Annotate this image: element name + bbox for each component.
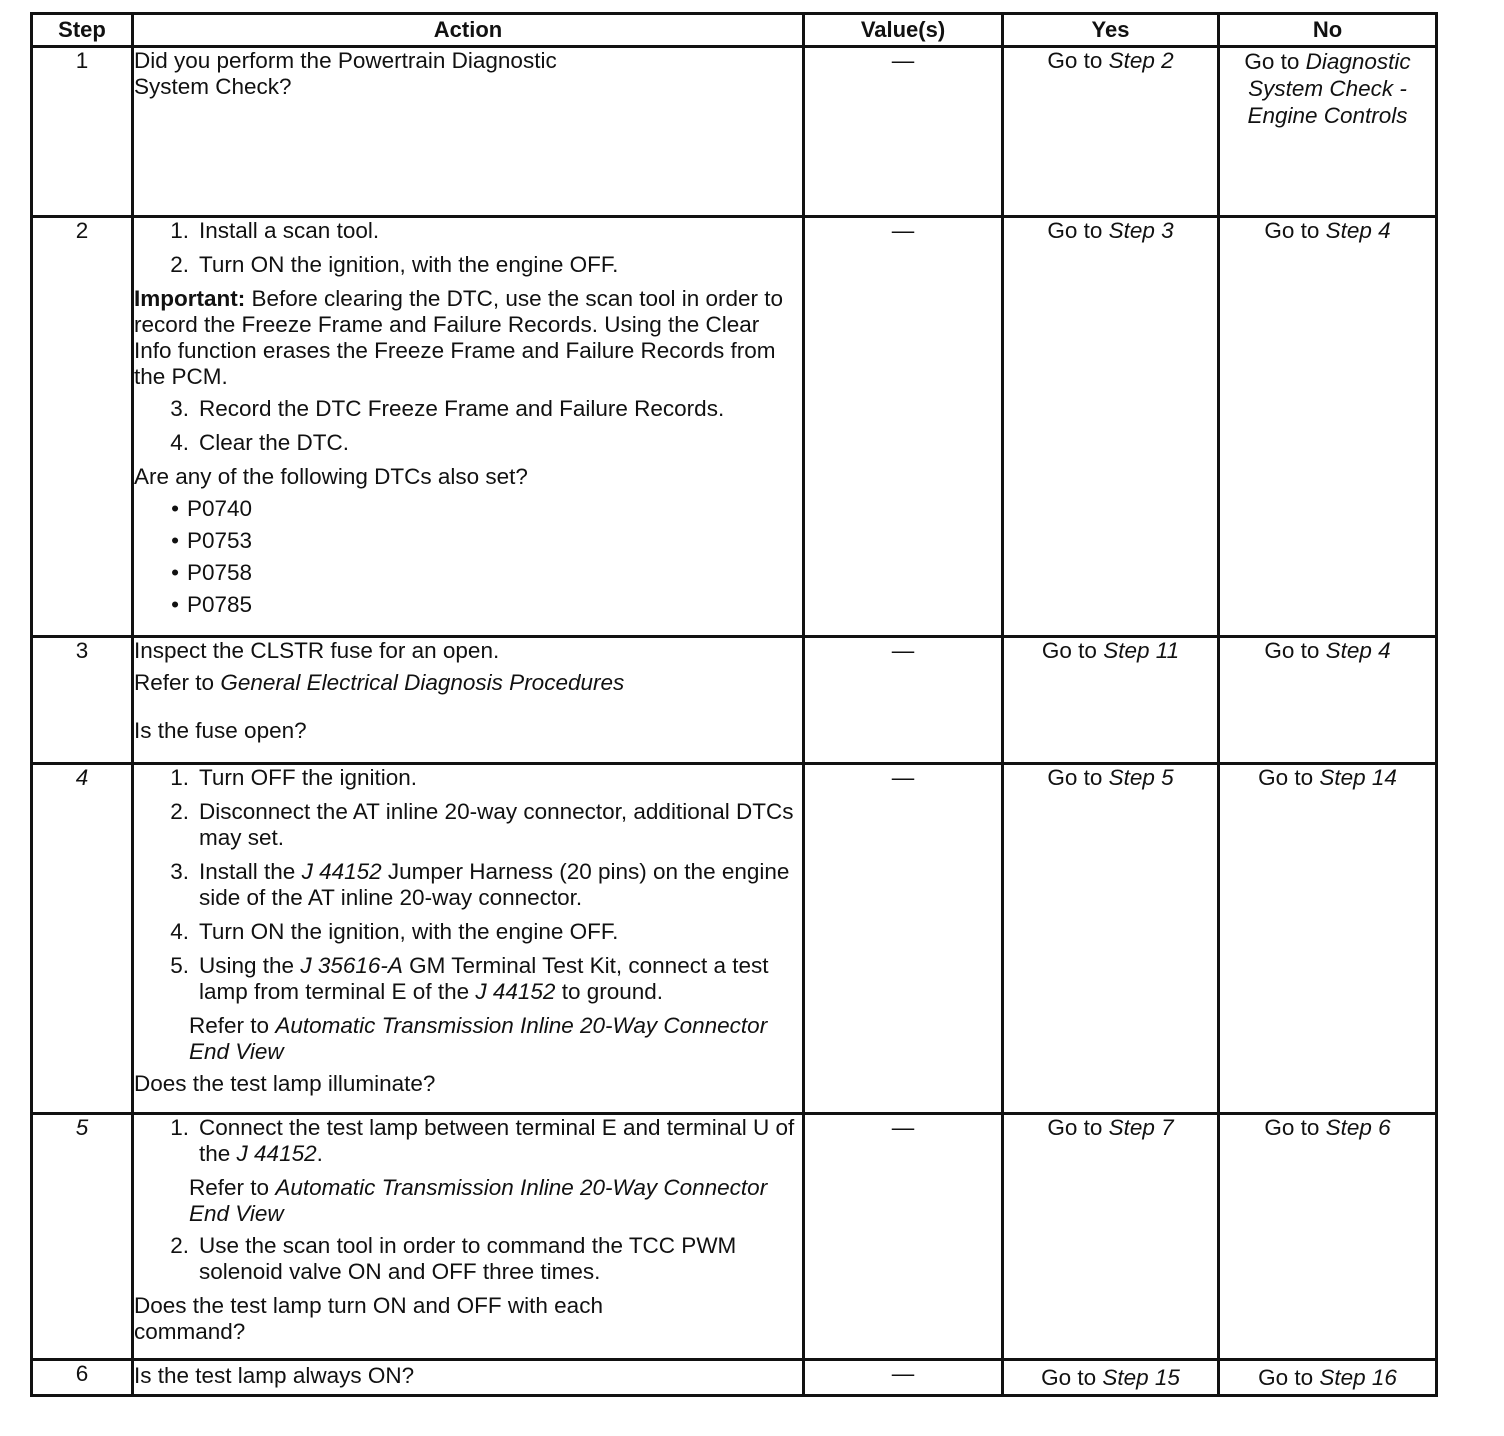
no-cell [1219,47,1437,217]
no-cell: Go to Step 4 [1219,637,1437,764]
go-to-label: Go to [1244,49,1300,74]
yes-cell [1003,47,1219,217]
value-cell: — [804,1114,1003,1360]
yes-step-ref: Step 11 [1103,638,1180,663]
yes-step-ref: Step 2 [1108,48,1174,73]
refer-line: Refer to General Electrical Diagnosis Procedures [134,670,625,695]
refer-line: Refer to Automatic Transmission Inline 20-Way Connector End View [189,1175,768,1226]
table-row-step-2 [32,217,1437,637]
action-cell [133,637,804,764]
list-item: 3. Install the J 44152 Jumper Harness (20 pins) on the engine side of the AT inline 20-way connector. [170,859,790,910]
action-text: Did you perform the Powertrain Diagnostic System Check? [134,48,557,99]
step-number: 4 [32,764,133,1114]
list-item: 4. Clear the DTC. [170,430,350,455]
question-text: Is the test lamp always ON? [133,1360,804,1396]
value-cell: — [804,1360,1003,1396]
no-cell: Go to Step 4 [1219,217,1437,637]
table-row-step-1 [32,47,1437,217]
dtc-bullet: • P0753 [171,528,253,553]
yes-step-ref: Step 3 [1108,218,1174,243]
no-step-ref: Step 4 [1325,218,1391,243]
value-cell: — [804,764,1003,1114]
header-action: Action [133,14,804,47]
important-note: Important: Before clearing the DTC, use the scan tool in order to record the Freeze Frame and Failure Records. Using the Clear Info function erases the Freeze Frame and Failure Records from the PCM. [134,286,784,389]
list-item: 1. Install a scan tool. [170,218,380,243]
header-no: No [1219,14,1437,47]
value-cell: — [804,637,1003,764]
header-values: Value(s) [804,14,1003,47]
dtc-bullet: • P0758 [171,560,253,585]
diagnostic-table [30,12,1438,1397]
yes-step-ref: Step 5 [1108,765,1174,790]
list-item: 5. Using the J 35616-A GM Terminal Test Kit, connect a test lamp from terminal E of the J 44152 to ground. [170,953,769,1004]
list-item: 2. Use the scan tool in order to command the TCC PWM solenoid valve ON and OFF three times. [170,1233,737,1284]
yes-step-ref: Step 15 [1102,1364,1180,1390]
question-text: Is the fuse open? [134,718,307,743]
action-cell [133,764,804,1114]
yes-cell: Go to Step 7 [1003,1114,1219,1360]
step-number: 3 [32,637,133,764]
list-item: 3. Record the DTC Freeze Frame and Failure Records. [170,396,725,421]
no-step-ref: Step 4 [1325,638,1391,663]
action-cell [133,1114,804,1360]
no-cell: Go to Step 14 [1219,764,1437,1114]
no-cell: Go to Step 6 [1219,1114,1437,1360]
no-step-ref: Step 16 [1319,1364,1397,1390]
step-number: 2 [32,217,133,637]
go-to-label: Go to [1047,48,1103,73]
list-item: 1. Connect the test lamp between terminal E and terminal U of the J 44152. [170,1115,795,1166]
dtc-bullet: • P0740 [171,496,253,521]
question-text: Does the test lamp turn ON and OFF with each command? [134,1293,603,1344]
action-text: Inspect the CLSTR fuse for an open. [134,638,500,663]
step-number: 6 [32,1360,133,1396]
dtc-bullet: • P0785 [171,592,253,617]
yes-cell: Go to Step 11 [1003,637,1219,764]
refer-line: Refer to Automatic Transmission Inline 20-Way Connector End View [189,1013,768,1064]
yes-step-ref: Step 7 [1108,1115,1174,1140]
action-cell [133,47,804,217]
yes-cell: Go to Step 3 [1003,217,1219,637]
no-cell: Go to Step 16 [1219,1360,1437,1396]
header-step: Step [32,14,133,47]
yes-cell: Go to Step 5 [1003,764,1219,1114]
no-step-ref: Step 6 [1325,1115,1391,1140]
question-text: Are any of the following DTCs also set? [134,464,528,489]
list-item: 2. Turn ON the ignition, with the engine OFF. [170,252,619,277]
header-row [32,14,1437,47]
no-step-ref: Step 14 [1319,765,1397,790]
question-text: Does the test lamp illuminate? [134,1071,436,1096]
table-row-step-4 [32,764,1437,1114]
table-row-step-6 [32,1360,1437,1396]
step-number: 1 [32,47,133,217]
value-cell: — [804,217,1003,637]
step-number: 5 [32,1114,133,1360]
list-item: 2. Disconnect the AT inline 20-way connector, additional DTCs may set. [170,799,794,850]
yes-cell: Go to Step 15 [1003,1360,1219,1396]
table-row-step-3 [32,637,1437,764]
list-item: 1. Turn OFF the ignition. [170,765,418,790]
list-item: 4. Turn ON the ignition, with the engine OFF. [170,919,619,944]
header-yes: Yes [1003,14,1219,47]
value-cell: — [804,47,1003,217]
table-row-step-5 [32,1114,1437,1360]
action-cell [133,217,804,637]
no-step-ref: Diagnostic System Check - Engine Controls [1247,49,1411,128]
